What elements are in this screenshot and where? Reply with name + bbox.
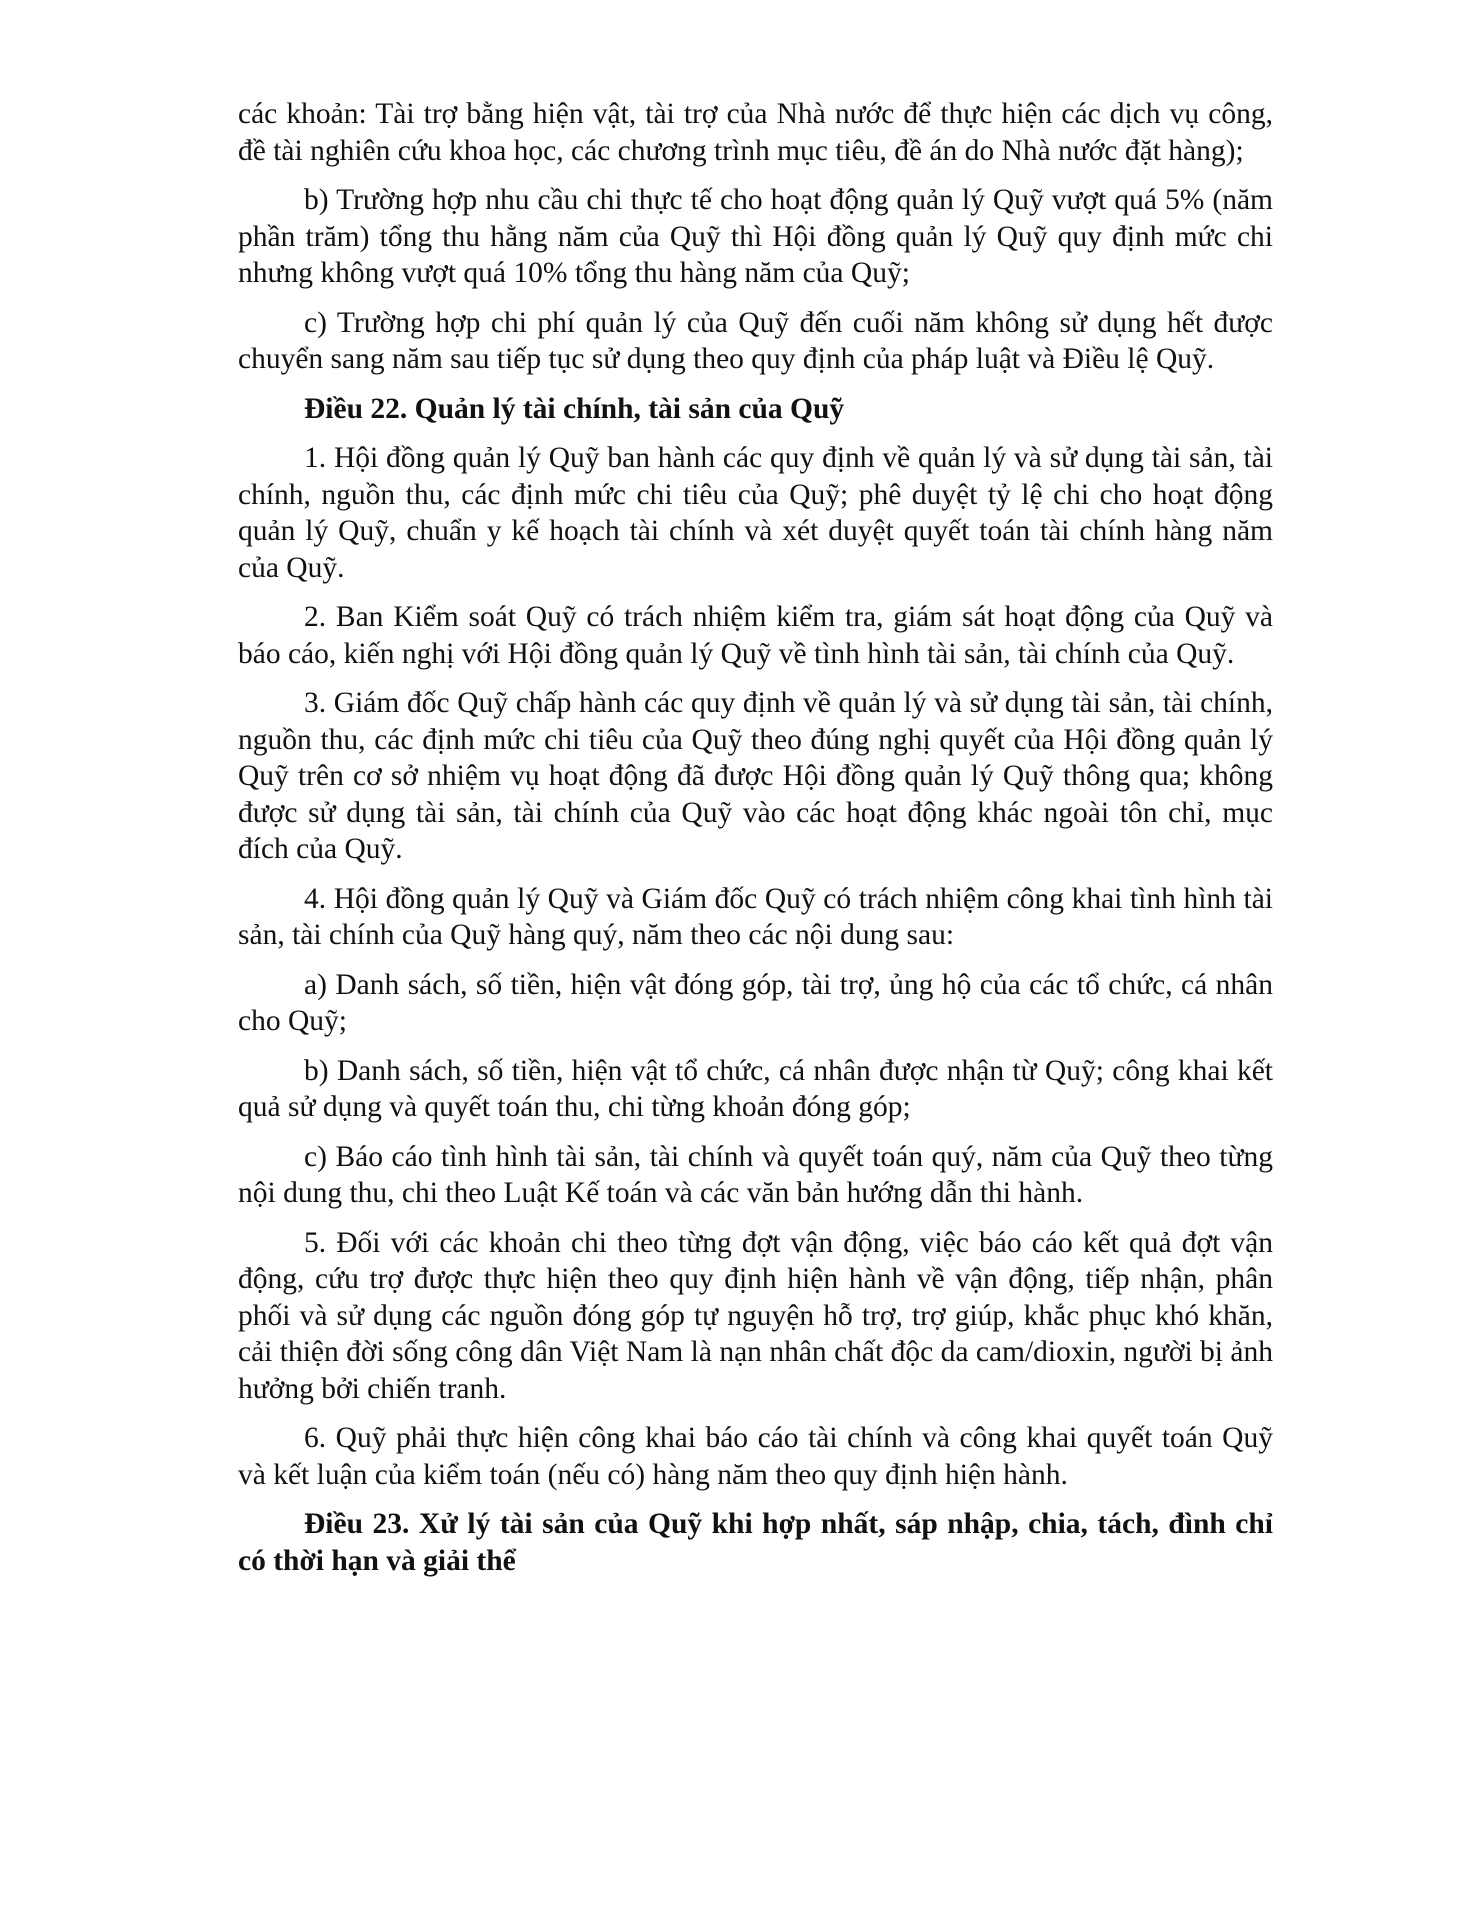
paragraph-item-5: 5. Đối với các khoản chi theo từng đợt vận động, việc báo cáo kết quả đợt vận động, cứu trợ được thực hiện theo quy định hiện hành về vận động, tiếp nhận, phân phối và sử dụng các nguồn đóng góp tự nguyện hỗ trợ, trợ giúp, khắc phục khó khăn, cải thiện đời sống công dân Việt Nam là nạn nhân chất độc da cam/dioxin, người bị ảnh hưởng bởi chiến tranh. xyxy=(238,1226,1273,1405)
paragraph-clause-b: b) Trường hợp nhu cầu chi thực tế cho hoạt động quản lý Quỹ vượt quá 5% (năm phần trăm) tổng thu hằng năm của Quỹ thì Hội đồng quản lý Quỹ quy định mức chi nhưng không vượt quá 10% tổng thu hàng năm của Quỹ; xyxy=(238,184,1273,289)
paragraph-item-2: 2. Ban Kiểm soát Quỹ có trách nhiệm kiểm tra, giám sát hoạt động của Quỹ và báo cáo, kiến nghị với Hội đồng quản lý Quỹ về tình hình tài sản, tài chính của Quỹ. xyxy=(238,601,1273,670)
paragraph-item-4c: c) Báo cáo tình hình tài sản, tài chính và quyết toán quý, năm của Quỹ theo từng nội dung thu, chi theo Luật Kế toán và các văn bản hướng dẫn thi hành. xyxy=(238,1140,1273,1209)
document-page xyxy=(238,96,1273,1592)
article-23-heading: Điều 23. Xử lý tài sản của Quỹ khi hợp nhất, sáp nhập, chia, tách, đình chỉ có thời hạn và giải thể xyxy=(238,1508,1273,1577)
paragraph-item-6: 6. Quỹ phải thực hiện công khai báo cáo tài chính và công khai quyết toán Quỹ và kết luận của kiểm toán (nếu có) hàng năm theo quy định hiện hành. xyxy=(238,1422,1273,1491)
paragraph-item-3: 3. Giám đốc Quỹ chấp hành các quy định về quản lý và sử dụng tài sản, tài chính, nguồn thu, các định mức chi tiêu của Quỹ theo đúng nghị quyết của Hội đồng quản lý Quỹ trên cơ sở nhiệm vụ hoạt động đã được Hội đồng quản lý Quỹ thông qua; không được sử dụng tài sản, tài chính của Quỹ vào các hoạt động khác ngoài tôn chỉ, mục đích của Quỹ. xyxy=(238,687,1273,865)
paragraph-item-4b: b) Danh sách, số tiền, hiện vật tổ chức, cá nhân được nhận từ Quỹ; công khai kết quả sử dụng và quyết toán thu, chi từng khoản đóng góp; xyxy=(238,1054,1273,1123)
paragraph-item-4a: a) Danh sách, số tiền, hiện vật đóng góp, tài trợ, ủng hộ của các tổ chức, cá nhân cho Quỹ; xyxy=(238,968,1273,1037)
article-22-heading: Điều 22. Quản lý tài chính, tài sản của Quỹ xyxy=(304,392,845,425)
paragraph-clause-c: c) Trường hợp chi phí quản lý của Quỹ đến cuối năm không sử dụng hết được chuyển sang năm sau tiếp tục sử dụng theo quy định của pháp luật và Điều lệ Quỹ. xyxy=(238,306,1273,375)
paragraph-continuation: các khoản: Tài trợ bằng hiện vật, tài trợ của Nhà nước để thực hiện các dịch vụ công, đề tài nghiên cứu khoa học, các chương trình mục tiêu, đề án do Nhà nước đặt hàng); xyxy=(238,98,1273,167)
paragraph-item-4: 4. Hội đồng quản lý Quỹ và Giám đốc Quỹ có trách nhiệm công khai tình hình tài sản, tài chính của Quỹ hàng quý, năm theo các nội dung sau: xyxy=(238,882,1273,951)
paragraph-item-1: 1. Hội đồng quản lý Quỹ ban hành các quy định về quản lý và sử dụng tài sản, tài chính, nguồn thu, các định mức chi tiêu của Quỹ; phê duyệt tỷ lệ chi cho hoạt động quản lý Quỹ, chuẩn y kế hoạch tài chính và xét duyệt quyết toán tài chính hàng năm của Quỹ. xyxy=(238,442,1273,584)
